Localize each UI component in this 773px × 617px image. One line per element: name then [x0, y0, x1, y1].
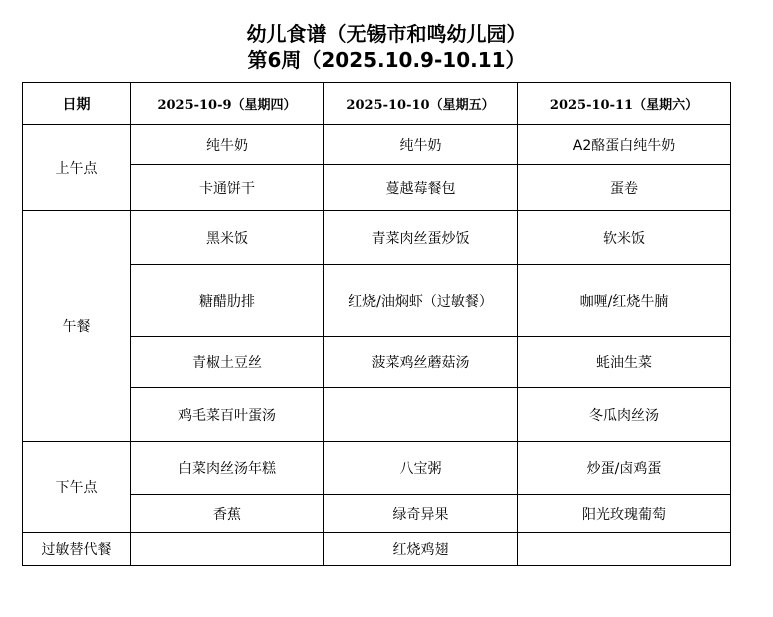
menu-cell: 绿奇异果: [324, 495, 518, 533]
menu-cell: 白菜肉丝汤年糕: [131, 442, 324, 495]
menu-cell: [131, 533, 324, 566]
menu-table: [22, 82, 731, 566]
menu-cell: 八宝粥: [324, 442, 518, 495]
date-header: 日期: [23, 83, 131, 125]
menu-cell: 蛋卷: [518, 165, 731, 211]
table-row: [23, 442, 731, 495]
menu-cell: 香蕉: [131, 495, 324, 533]
day-header-friday: 2025-10-10（星期五）: [324, 83, 518, 125]
menu-cell: 蔓越莓餐包: [324, 165, 518, 211]
menu-cell: 纯牛奶: [324, 125, 518, 165]
menu-cell: 青椒土豆丝: [131, 337, 324, 388]
menu-cell: 糖醋肋排: [131, 265, 324, 337]
menu-title: 幼儿食谱（无锡市和鸣幼儿园）: [246, 22, 527, 46]
menu-cell: 鸡毛菜百叶蛋汤: [131, 388, 324, 442]
meal-label-allergy: 过敏替代餐: [23, 533, 131, 566]
menu-cell: 冬瓜肉丝汤: [518, 388, 731, 442]
day-header-saturday: 2025-10-11（星期六）: [518, 83, 731, 125]
meal-label-afternoon-snack: 下午点: [23, 442, 131, 533]
table-row: [23, 533, 731, 566]
menu-cell: 红烧鸡翅: [324, 533, 518, 566]
menu-cell: 菠菜鸡丝蘑菇汤: [324, 337, 518, 388]
menu-cell: 软米饭: [518, 211, 731, 265]
menu-cell: 阳光玫瑰葡萄: [518, 495, 731, 533]
header-row: [23, 83, 731, 125]
menu-cell: 咖喱/红烧牛腩: [518, 265, 731, 337]
menu-week-subtitle: 第6周（2025.10.9-10.11）: [247, 48, 526, 72]
menu-cell: 青菜肉丝蛋炒饭: [324, 211, 518, 265]
menu-cell: 黑米饭: [131, 211, 324, 265]
table-row: [23, 211, 731, 265]
meal-label-morning-snack: 上午点: [23, 125, 131, 211]
menu-cell: 卡通饼干: [131, 165, 324, 211]
day-header-thursday: 2025-10-9（星期四）: [131, 83, 324, 125]
table-row: [23, 125, 731, 165]
meal-label-lunch: 午餐: [23, 211, 131, 442]
menu-cell: 纯牛奶: [131, 125, 324, 165]
menu-cell: 红烧/油焖虾（过敏餐）: [324, 265, 518, 337]
menu-cell: 炒蛋/卤鸡蛋: [518, 442, 731, 495]
menu-cell: A2酪蛋白纯牛奶: [518, 125, 731, 165]
menu-cell: [518, 533, 731, 566]
menu-cell: 蚝油生菜: [518, 337, 731, 388]
menu-cell: [324, 388, 518, 442]
